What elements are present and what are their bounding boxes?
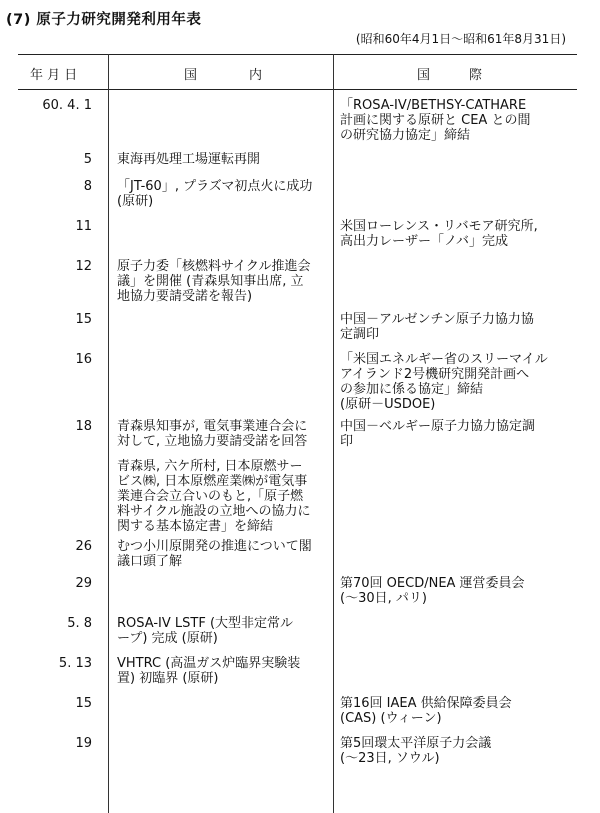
entry-line: ープ) 完成 (原研): [117, 631, 218, 646]
entry-line: の参加に係る協定」締結: [340, 382, 484, 397]
entry-line: 「ROSA-IV/BETHSY-CATHARE: [340, 98, 527, 113]
row-date: 5. 8: [67, 616, 92, 631]
row-domestic-entry: [117, 152, 329, 167]
entry-line: (原研): [117, 194, 154, 209]
entry-line: の研究協力協定」締結: [340, 128, 471, 143]
row-date: 15: [75, 696, 92, 711]
entry-line: 「JT-60」, プラズマ初点火に成功: [117, 179, 313, 194]
row-international-entry: [340, 219, 565, 249]
row-international-entry: [340, 576, 565, 606]
column-divider-domestic: [333, 54, 334, 813]
column-header-international: 国 際: [417, 68, 483, 83]
entry-line: 対して, 立地協力要請受諾を回答: [117, 434, 308, 449]
entry-line: 「米国エネルギー省のスリーマイル: [340, 352, 548, 367]
column-header-domestic: 国 内: [184, 68, 263, 83]
entry-line: 印: [340, 434, 354, 449]
entry-line: 地協力要請受諾を報告): [117, 289, 253, 304]
row-domestic-entry: [117, 179, 329, 209]
entry-line: むつ小川原開発の推進について閣: [117, 539, 312, 554]
row-date: 8: [83, 179, 92, 194]
entry-line: 青森県知事が, 電気事業連合会に: [117, 419, 308, 434]
entry-line: (CAS) (ウィーン): [340, 711, 442, 726]
entry-line: 議」を開催 (青森県知事出席, 立: [117, 274, 304, 289]
page-title: (7) 原子力研究開発利用年表: [6, 12, 202, 28]
row-international-entry: [340, 419, 565, 449]
row-international-entry: [340, 696, 565, 726]
row-international-entry: [340, 736, 565, 766]
column-divider-date: [108, 54, 109, 813]
row-domestic-entry: [117, 259, 329, 304]
entry-line: 議口頭了解: [117, 554, 183, 569]
row-domestic-entry: [117, 656, 329, 686]
entry-line: 料サイクル施設の立地への協力に: [117, 504, 311, 519]
entry-line: (原研－USDOE): [340, 397, 436, 412]
row-date: 26: [75, 539, 92, 554]
entry-line: 計画に関する原研と CEA との間: [340, 113, 531, 128]
row-date: 15: [75, 312, 92, 327]
entry-line: アイランド2号機研究開発計画へ: [340, 367, 530, 382]
row-international-entry: [340, 352, 565, 412]
entry-line: 米国ローレンス・リバモア研究所,: [340, 219, 538, 234]
entry-line: 第5回環太平洋原子力会議: [340, 736, 492, 751]
row-date: 18: [75, 419, 92, 434]
row-date: 5. 13: [58, 656, 92, 671]
column-header-date: 年 月 日: [30, 68, 78, 83]
row-date: 5: [83, 152, 92, 167]
row-date: 16: [75, 352, 92, 367]
row-date: 60. 4. 1: [42, 98, 92, 113]
entry-line: 第16回 IAEA 供給保障委員会: [340, 696, 512, 711]
table-header-rule: [18, 89, 577, 90]
row-domestic-entry: [117, 616, 329, 646]
entry-line: 置) 初臨界 (原研): [117, 671, 219, 686]
entry-line: 中国－ベルギー原子力協力協定調: [340, 419, 536, 434]
entry-line: 高出力レーザー「ノバ」完成: [340, 234, 508, 249]
table-top-rule: [18, 54, 577, 55]
row-international-entry: [340, 98, 565, 143]
entry-line: 東海再処理工場運転再開: [117, 152, 261, 167]
entry-line: (～30日, パリ): [340, 591, 427, 606]
entry-line: ROSA-IV LSTF (大型非定常ル: [117, 616, 294, 631]
entry-line: 青森県, 六ケ所村, 日本原燃サー: [117, 459, 303, 474]
row-date: 12: [75, 259, 92, 274]
period-range: (昭和60年4月1日～昭和61年8月31日): [355, 32, 566, 46]
row-date: 19: [75, 736, 92, 751]
row-domestic-entry: [117, 539, 329, 569]
entry-line: 原子力委「核燃料サイクル推進会: [117, 259, 311, 274]
entry-line: 関する基本協定書」を締結: [117, 519, 274, 534]
entry-line: 業連合会立合いのもと,「原子燃: [117, 489, 304, 504]
row-date: 29: [75, 576, 92, 591]
entry-line: 第70回 OECD/NEA 運営委員会: [340, 576, 525, 591]
entry-line: ビス㈱, 日本原燃産業㈱が電気事: [117, 474, 308, 489]
row-domestic-entry: [117, 459, 329, 534]
entry-line: 中国－アルゼンチン原子力協力協: [340, 312, 534, 327]
row-international-entry: [340, 312, 565, 342]
row-date: 11: [75, 219, 92, 234]
entry-line: 定調印: [340, 327, 380, 342]
entry-line: (～23日, ソウル): [340, 751, 440, 766]
row-domestic-entry: [117, 419, 329, 449]
entry-line: VHTRC (高温ガス炉臨界実験装: [117, 656, 301, 671]
